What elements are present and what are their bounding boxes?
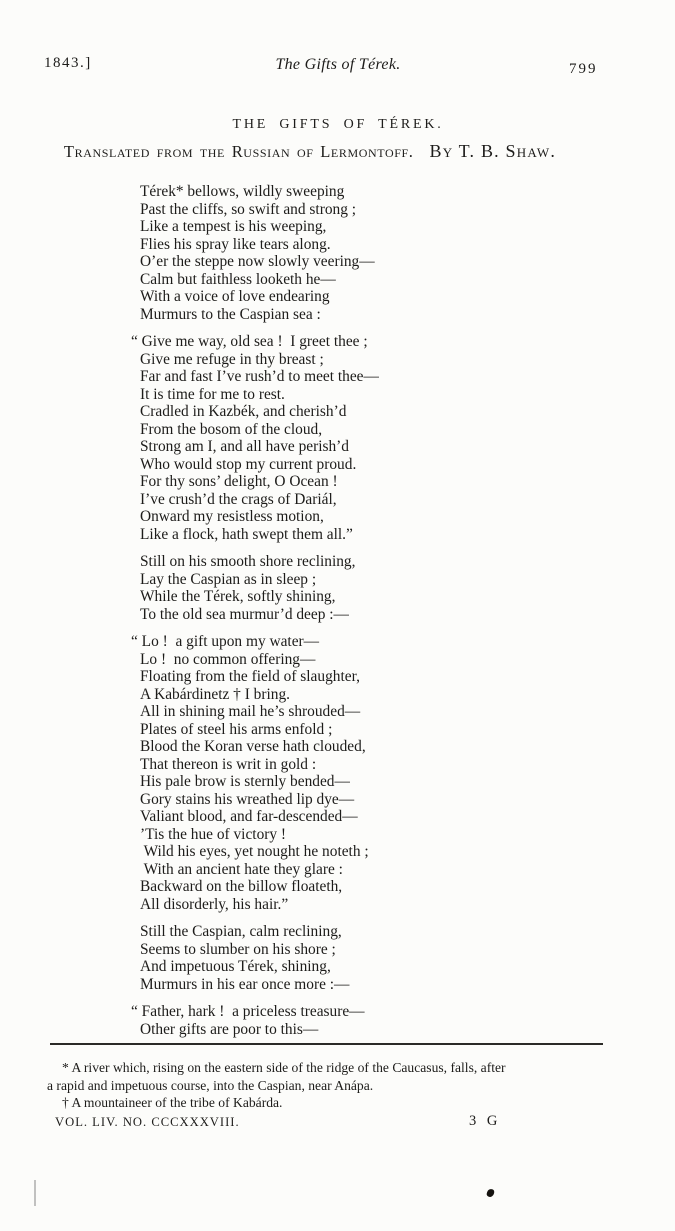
poem-line: ’Tis the hue of victory ! bbox=[140, 825, 287, 843]
poem-line: And impetuous Térek, shining, bbox=[140, 958, 331, 975]
footnotes bbox=[47, 1059, 639, 1112]
poem-line: Murmurs to the Caspian sea : bbox=[140, 305, 321, 323]
stanza-2 bbox=[131, 333, 379, 543]
poem-line: “ Give me way, old sea ! I greet thee ; bbox=[131, 333, 368, 350]
poem-line: That thereon is writ in gold : bbox=[140, 755, 317, 773]
header-page-number: 799 bbox=[569, 61, 598, 77]
poem-line: For thy sons’ delight, O Ocean ! bbox=[140, 473, 338, 490]
poem-line: Flies his spray like tears along. bbox=[140, 235, 331, 253]
poem-line: Murmurs in his ear once more :— bbox=[140, 975, 350, 993]
stanza-6 bbox=[131, 1003, 379, 1038]
poem-line: It is time for me to rest. bbox=[140, 385, 285, 403]
poem-body bbox=[131, 183, 379, 1048]
poem-line: Like a flock, hath swept them all.” bbox=[140, 525, 353, 543]
poem-title: THE GIFTS OF TÉREK. bbox=[232, 117, 444, 132]
header-year: 1843.] bbox=[44, 55, 92, 71]
signature-mark: 3 G bbox=[469, 1113, 501, 1129]
byline-translated: Translated from the Russian of Lermontoff. bbox=[63, 142, 414, 161]
byline-author: By T. B. Shaw. bbox=[429, 141, 557, 161]
byline bbox=[0, 141, 620, 162]
footnote-line: * A river which, rising on the eastern side of the ridge of the Caucasus, falls, after bbox=[62, 1060, 506, 1075]
poem-line: Backward on the billow floateth, bbox=[140, 878, 343, 895]
poem-line: Far and fast I’ve rush’d to meet thee— bbox=[140, 368, 379, 385]
footnote-line: † A mountaineer of the tribe of Kabárda. bbox=[62, 1095, 283, 1111]
poem-line: Valiant blood, and far-descended— bbox=[140, 808, 358, 825]
poem-line: Wild his eyes, yet nought he noteth ; bbox=[140, 843, 369, 860]
stanza-1 bbox=[140, 183, 379, 323]
poem-line: O’er the steppe now slowly veering— bbox=[140, 253, 375, 270]
header-running-title: The Gifts of Térek. bbox=[275, 56, 401, 73]
poem-line: Seems to slumber on his shore ; bbox=[140, 940, 336, 958]
stanza-5 bbox=[140, 923, 379, 993]
poem-line: Give me refuge in thy breast ; bbox=[140, 350, 324, 368]
footnote-line: a rapid and impetuous course, into the Caspian, near Anápa. bbox=[47, 1077, 374, 1093]
poem-line: Other gifts are poor to this— bbox=[140, 1020, 319, 1038]
poem-line: Lay the Caspian as in sleep ; bbox=[140, 570, 317, 588]
poem-line: Gory stains his wreathed lip dye— bbox=[140, 790, 355, 808]
poem-line: Still the Caspian, calm reclining, bbox=[140, 923, 342, 940]
stanza-3 bbox=[140, 553, 379, 623]
volume-number: VOL. LIV. NO. CCCXXXVIII. bbox=[55, 1115, 240, 1129]
poem-line: To the old sea murmur’d deep :— bbox=[140, 605, 349, 623]
poem-line: With a voice of love endearing bbox=[140, 288, 330, 305]
poem-line: Past the cliffs, so swift and strong ; bbox=[140, 200, 357, 218]
footnote-rule bbox=[50, 1043, 603, 1045]
poem-line: “ Lo ! a gift upon my water— bbox=[131, 633, 320, 650]
poem-line: Térek* bellows, wildly sweeping bbox=[140, 183, 345, 200]
poem-line: Floating from the field of slaughter, bbox=[140, 668, 360, 685]
poem-line: His pale brow is sternly bended— bbox=[140, 773, 350, 790]
poem-line: From the bosom of the cloud, bbox=[140, 420, 323, 438]
scan-edge-artifact bbox=[34, 1180, 36, 1206]
poem-line: Calm but faithless looketh he— bbox=[140, 270, 336, 288]
poem-line: While the Térek, softly shining, bbox=[140, 588, 336, 605]
poem-line: Still on his smooth shore reclining, bbox=[140, 553, 356, 570]
poem-line: Lo ! no common offering— bbox=[140, 650, 316, 668]
poem-line: Cradled in Kazbék, and cherish’d bbox=[140, 403, 347, 420]
poem-line: Blood the Koran verse hath clouded, bbox=[140, 738, 366, 755]
footer-line bbox=[55, 1115, 625, 1130]
poem-line: I’ve crush’d the crags of Dariál, bbox=[140, 490, 337, 508]
poem-line: Onward my resistless motion, bbox=[140, 508, 324, 525]
poem-line: Like a tempest is his weeping, bbox=[140, 218, 327, 235]
poem-line: With an ancient hate they glare : bbox=[140, 860, 343, 878]
ink-blot-artifact bbox=[486, 1188, 495, 1198]
poem-line: Strong am I, and all have perish’d bbox=[140, 438, 349, 455]
poem-line: Plates of steel his arms enfold ; bbox=[140, 720, 333, 738]
poem-line: All disorderly, his hair.” bbox=[140, 895, 289, 913]
poem-line: Who would stop my current proud. bbox=[140, 455, 357, 473]
poem-line: All in shining mail he’s shrouded— bbox=[140, 703, 361, 720]
poem-line: “ Father, hark ! a priceless treasure— bbox=[131, 1003, 365, 1020]
poem-line: A Kabárdinetz † I bring. bbox=[140, 685, 291, 703]
stanza-4 bbox=[131, 633, 379, 913]
